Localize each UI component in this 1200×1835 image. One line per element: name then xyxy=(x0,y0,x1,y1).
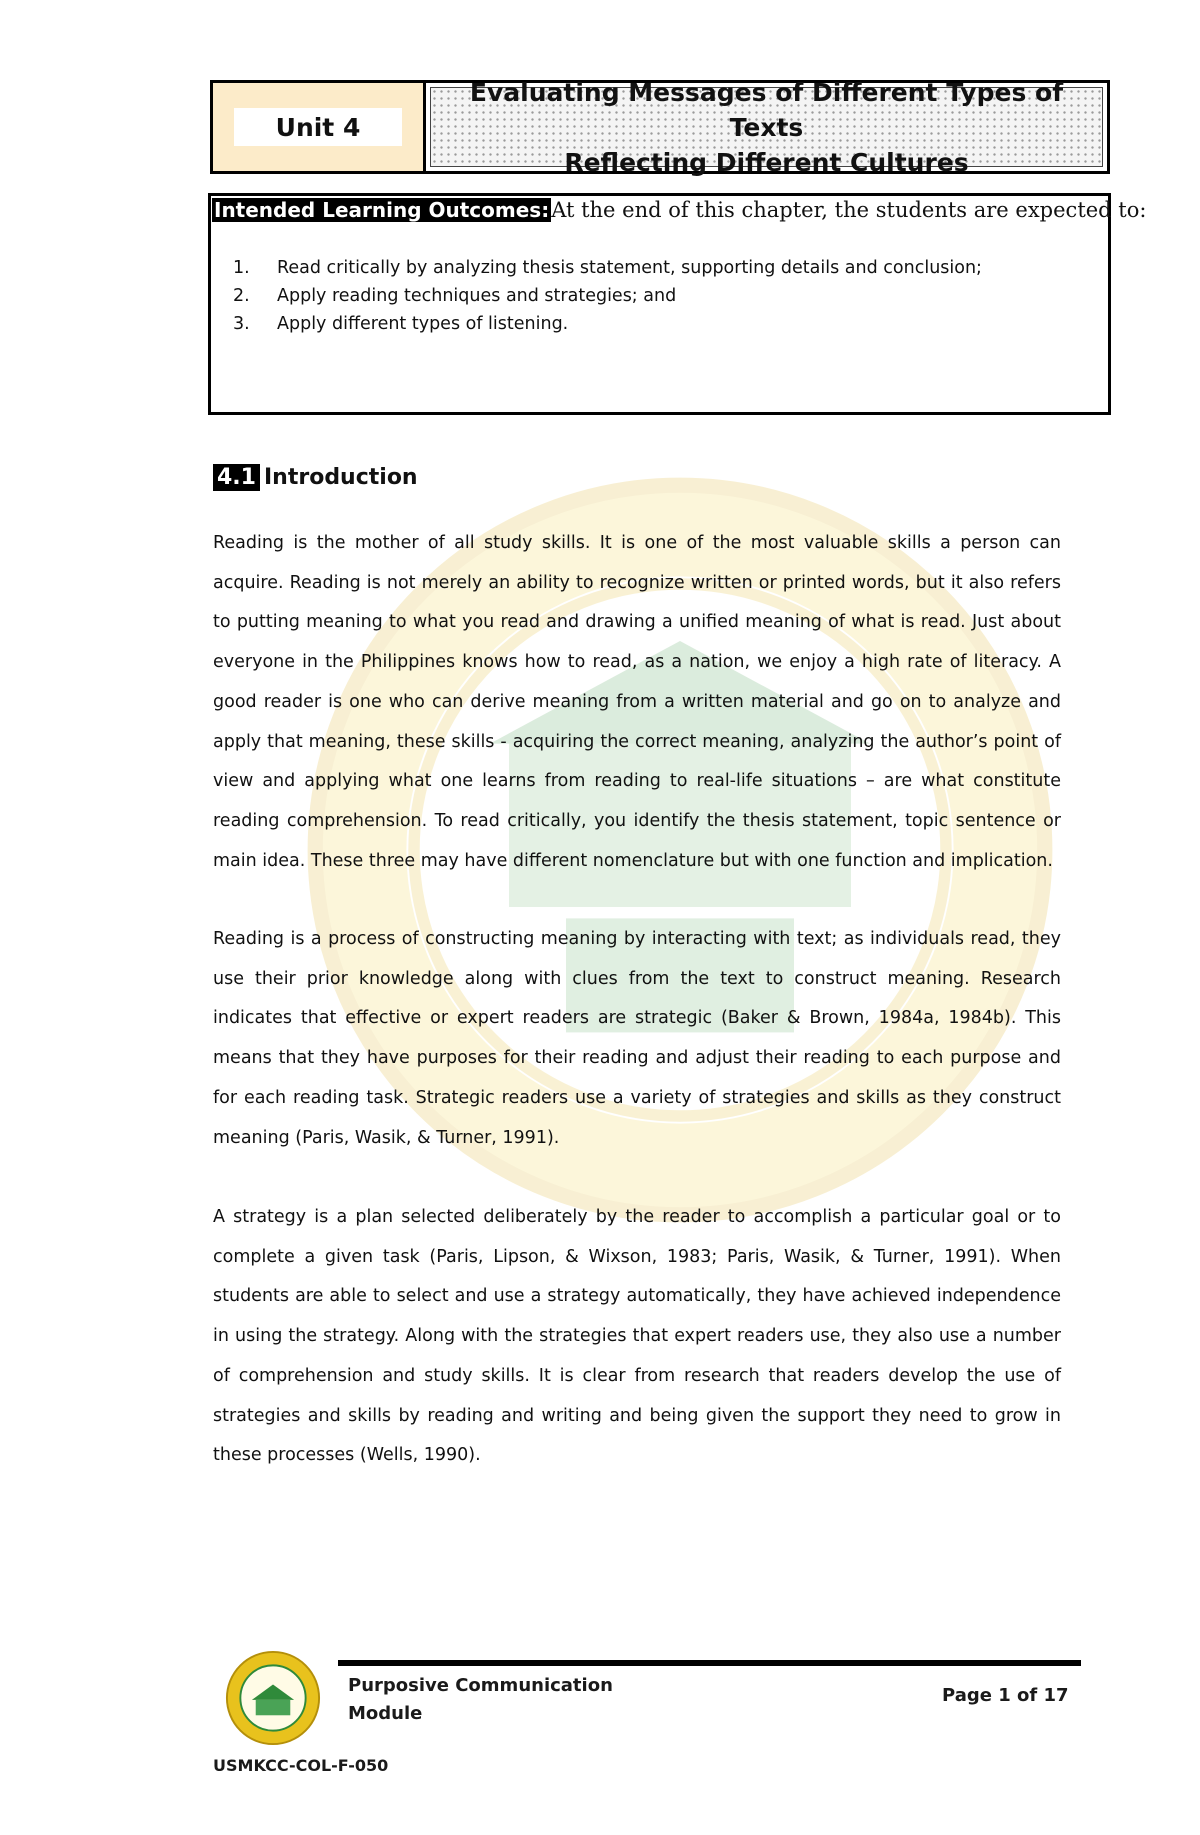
section-heading xyxy=(213,464,418,491)
paragraph: A strategy is a plan selected deliberately by the reader to accomplish a particular goal or to complete a given task (Paris, Lipson, & Wixson, 1983; Paris, Wasik, & Turner, 1991). When students are able to select and use a strategy automatically, they have achieved independence in using the strategy. Along with the strategies that expert readers use, they also use a number of comprehension and study skills. It is clear from research that readers develop the use of strategies and skills by reading and writing and being given the support they need to grow in these processes (Wells, 1990). xyxy=(213,1207,1061,1466)
learning-outcomes-tag: Intended Learning Outcomes: xyxy=(214,198,550,222)
learning-outcomes-heading xyxy=(212,198,1146,222)
list-item: 2. Apply reading techniques and strategies; and xyxy=(233,286,677,306)
learning-outcomes-intro: At the end of this chapter, the students are expected to: xyxy=(551,198,1147,222)
section-number: 4.1 xyxy=(213,464,260,491)
unit-label-panel xyxy=(213,83,426,171)
list-item: 1. Read critically by analyzing thesis statement, supporting details and conclusion; xyxy=(233,258,982,278)
unit-title-line-1: Evaluating Messages of Different Types of Texts xyxy=(469,77,1064,142)
section-title: Introduction xyxy=(263,465,418,490)
page-number: Page 1 of 17 xyxy=(942,1685,1069,1706)
paragraph: Reading is the mother of all study skills. It is one of the most valuable skills a person can acquire. Reading is not merely an ability to recognize written or printed words, but it also refers to putting meaning to what you read and drawing a unified meaning of what is read. Just about everyone in the Philippines knows how to read, as a nation, we enjoy a high rate of literacy. A good reader is one who can derive meaning from a written material and go on to analyze and apply that meaning, these skills - acquiring the correct meaning, analyzing the author’s point of view and applying what one learns from reading to real-life situations – are what constitute reading comprehension. To read critically, you identify the thesis statement, topic sentence or main idea. These three may have different nomenclature but with one function and implication. xyxy=(213,533,1061,871)
unit-header xyxy=(210,77,1110,177)
university-seal-logo xyxy=(225,1650,321,1746)
list-item: 3. Apply different types of listening. xyxy=(233,314,569,334)
learning-outcomes-list xyxy=(227,254,982,338)
form-code: USMKCC-COL-F-050 xyxy=(213,1756,389,1775)
unit-title xyxy=(430,77,1103,177)
learning-outcomes-box xyxy=(208,193,1147,415)
unit-title-line-2: Reflecting Different Cultures xyxy=(564,147,969,177)
footer-rule xyxy=(338,1660,1081,1666)
paragraph: Reading is a process of constructing meaning by interacting with text; as individuals read, they use their prior knowledge along with clues from the text to construct meaning. Research indicates that effective or expert readers are strategic (Baker & Brown, 1984a, 1984b). This means that they have purposes for their reading and adjust their reading to each purpose and for each reading task. Strategic readers use a variety of strategies and skills as they construct meaning (Paris, Wasik, & Turner, 1991). xyxy=(213,929,1061,1148)
unit-label: Unit 4 xyxy=(234,108,402,146)
footer-course-title: Purposive Communication Module xyxy=(348,1675,613,1724)
